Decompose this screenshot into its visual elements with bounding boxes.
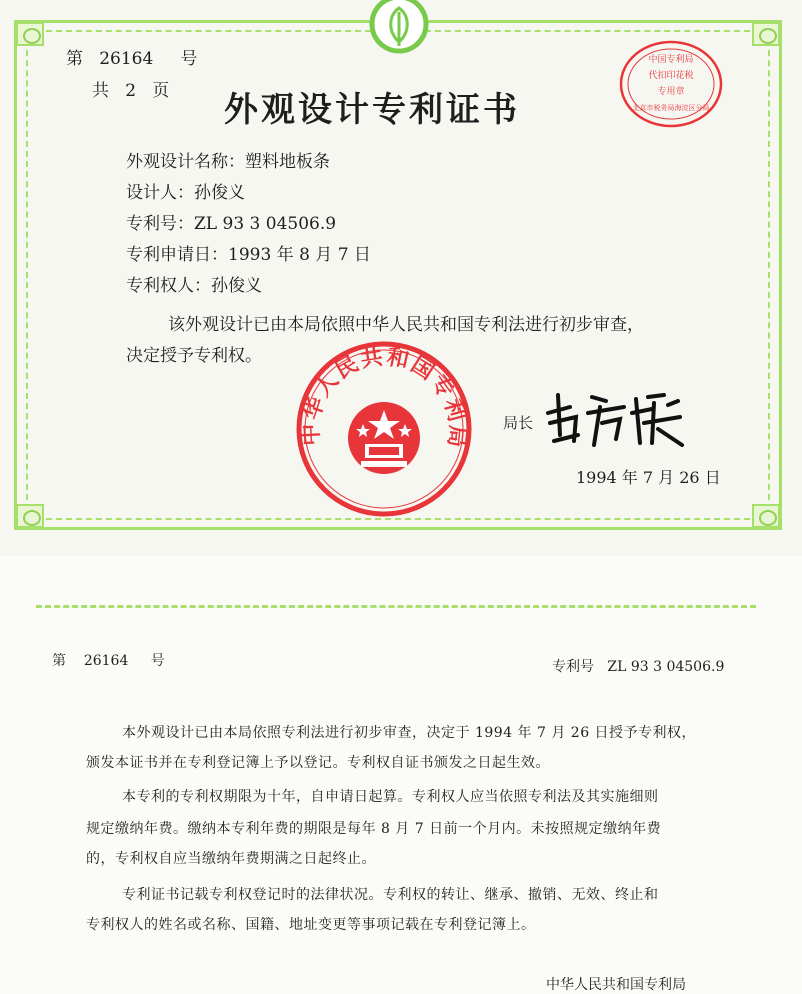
back-paragraph-line-7: 专利权人的姓名或名称、国籍、地址变更等事项记载在专利登记簿上。 bbox=[86, 917, 536, 933]
small-seal-line-4: 北京市税务局海淀区分局 bbox=[632, 104, 710, 112]
back-paragraph-line-5: 的，专利权自应当缴纳年费期满之日起终止。 bbox=[86, 851, 376, 867]
page-count: 共 2 页 bbox=[92, 81, 170, 101]
field-application-date: 专利申请日：1993 年 8 月 7 日 bbox=[126, 245, 371, 265]
back-issuer: 中华人民共和国专利局 bbox=[546, 977, 686, 993]
small-seal-line-1: 中国专利局 bbox=[648, 55, 694, 65]
seal-ring-text: 中华人民共和国专利局 bbox=[297, 343, 471, 451]
issue-date: 1994 年 7 月 26 日 bbox=[576, 468, 721, 487]
official-national-seal bbox=[295, 340, 473, 518]
grant-text-line-2: 决定授予专利权。 bbox=[126, 346, 262, 366]
back-paragraph-line-6: 专利证书记载专利权登记时的法律状况。专利权的转让、继承、撤销、无效、终止和 bbox=[122, 887, 659, 903]
corner-ornament-bottom-right bbox=[752, 504, 780, 528]
field-patent-number: 专利号：ZL 93 3 04506.9 bbox=[126, 214, 337, 234]
corner-ornament-bottom-left bbox=[16, 504, 44, 528]
national-emblem-icon bbox=[348, 402, 420, 474]
back-patent-number: 专利号 ZL 93 3 04506.9 bbox=[552, 659, 725, 675]
director-label: 局长 bbox=[503, 414, 534, 432]
field-designer: 设计人：孙俊义 bbox=[126, 183, 245, 203]
small-seal-line-3: 专用章 bbox=[657, 87, 685, 97]
back-paragraph-line-3: 本专利的专利权期限为十年，自申请日起算。专利权人应当依照专利法及其实施细则 bbox=[122, 789, 659, 805]
corner-ornament-top-right bbox=[752, 22, 780, 46]
small-seal-line-2: 代扣印花税 bbox=[648, 71, 694, 81]
back-certificate-number: 第 26164 号 bbox=[52, 653, 165, 669]
director-signature bbox=[540, 383, 690, 453]
grant-text-line-1: 该外观设计已由本局依照中华人民共和国专利法进行初步审查， bbox=[168, 315, 644, 335]
certificate-title: 外观设计专利证书 bbox=[224, 90, 520, 130]
back-paragraph-line-2: 颁发本证书并在专利登记簿上予以登记。专利权自证书颁发之日起生效。 bbox=[86, 755, 550, 771]
field-design-name: 外观设计名称：塑料地板条 bbox=[126, 152, 330, 172]
corner-ornament-top-left bbox=[16, 22, 44, 46]
back-paragraph-line-4: 规定缴纳年费。缴纳本专利年费的期限是每年 8 月 7 日前一个月内。未按照规定缴纳年费 bbox=[86, 821, 662, 837]
back-paragraph-line-1: 本外观设计已由本局依照专利法进行初步审查，决定于 1994 年 7 月 26 日授予专利权， bbox=[122, 725, 697, 741]
tax-stamp-seal bbox=[617, 38, 725, 130]
field-patentee: 专利权人：孙俊义 bbox=[126, 276, 262, 296]
certificate-number: 第 26164 号 bbox=[66, 49, 198, 69]
page-divider bbox=[36, 605, 756, 608]
patent-office-emblem-icon bbox=[364, 0, 434, 60]
